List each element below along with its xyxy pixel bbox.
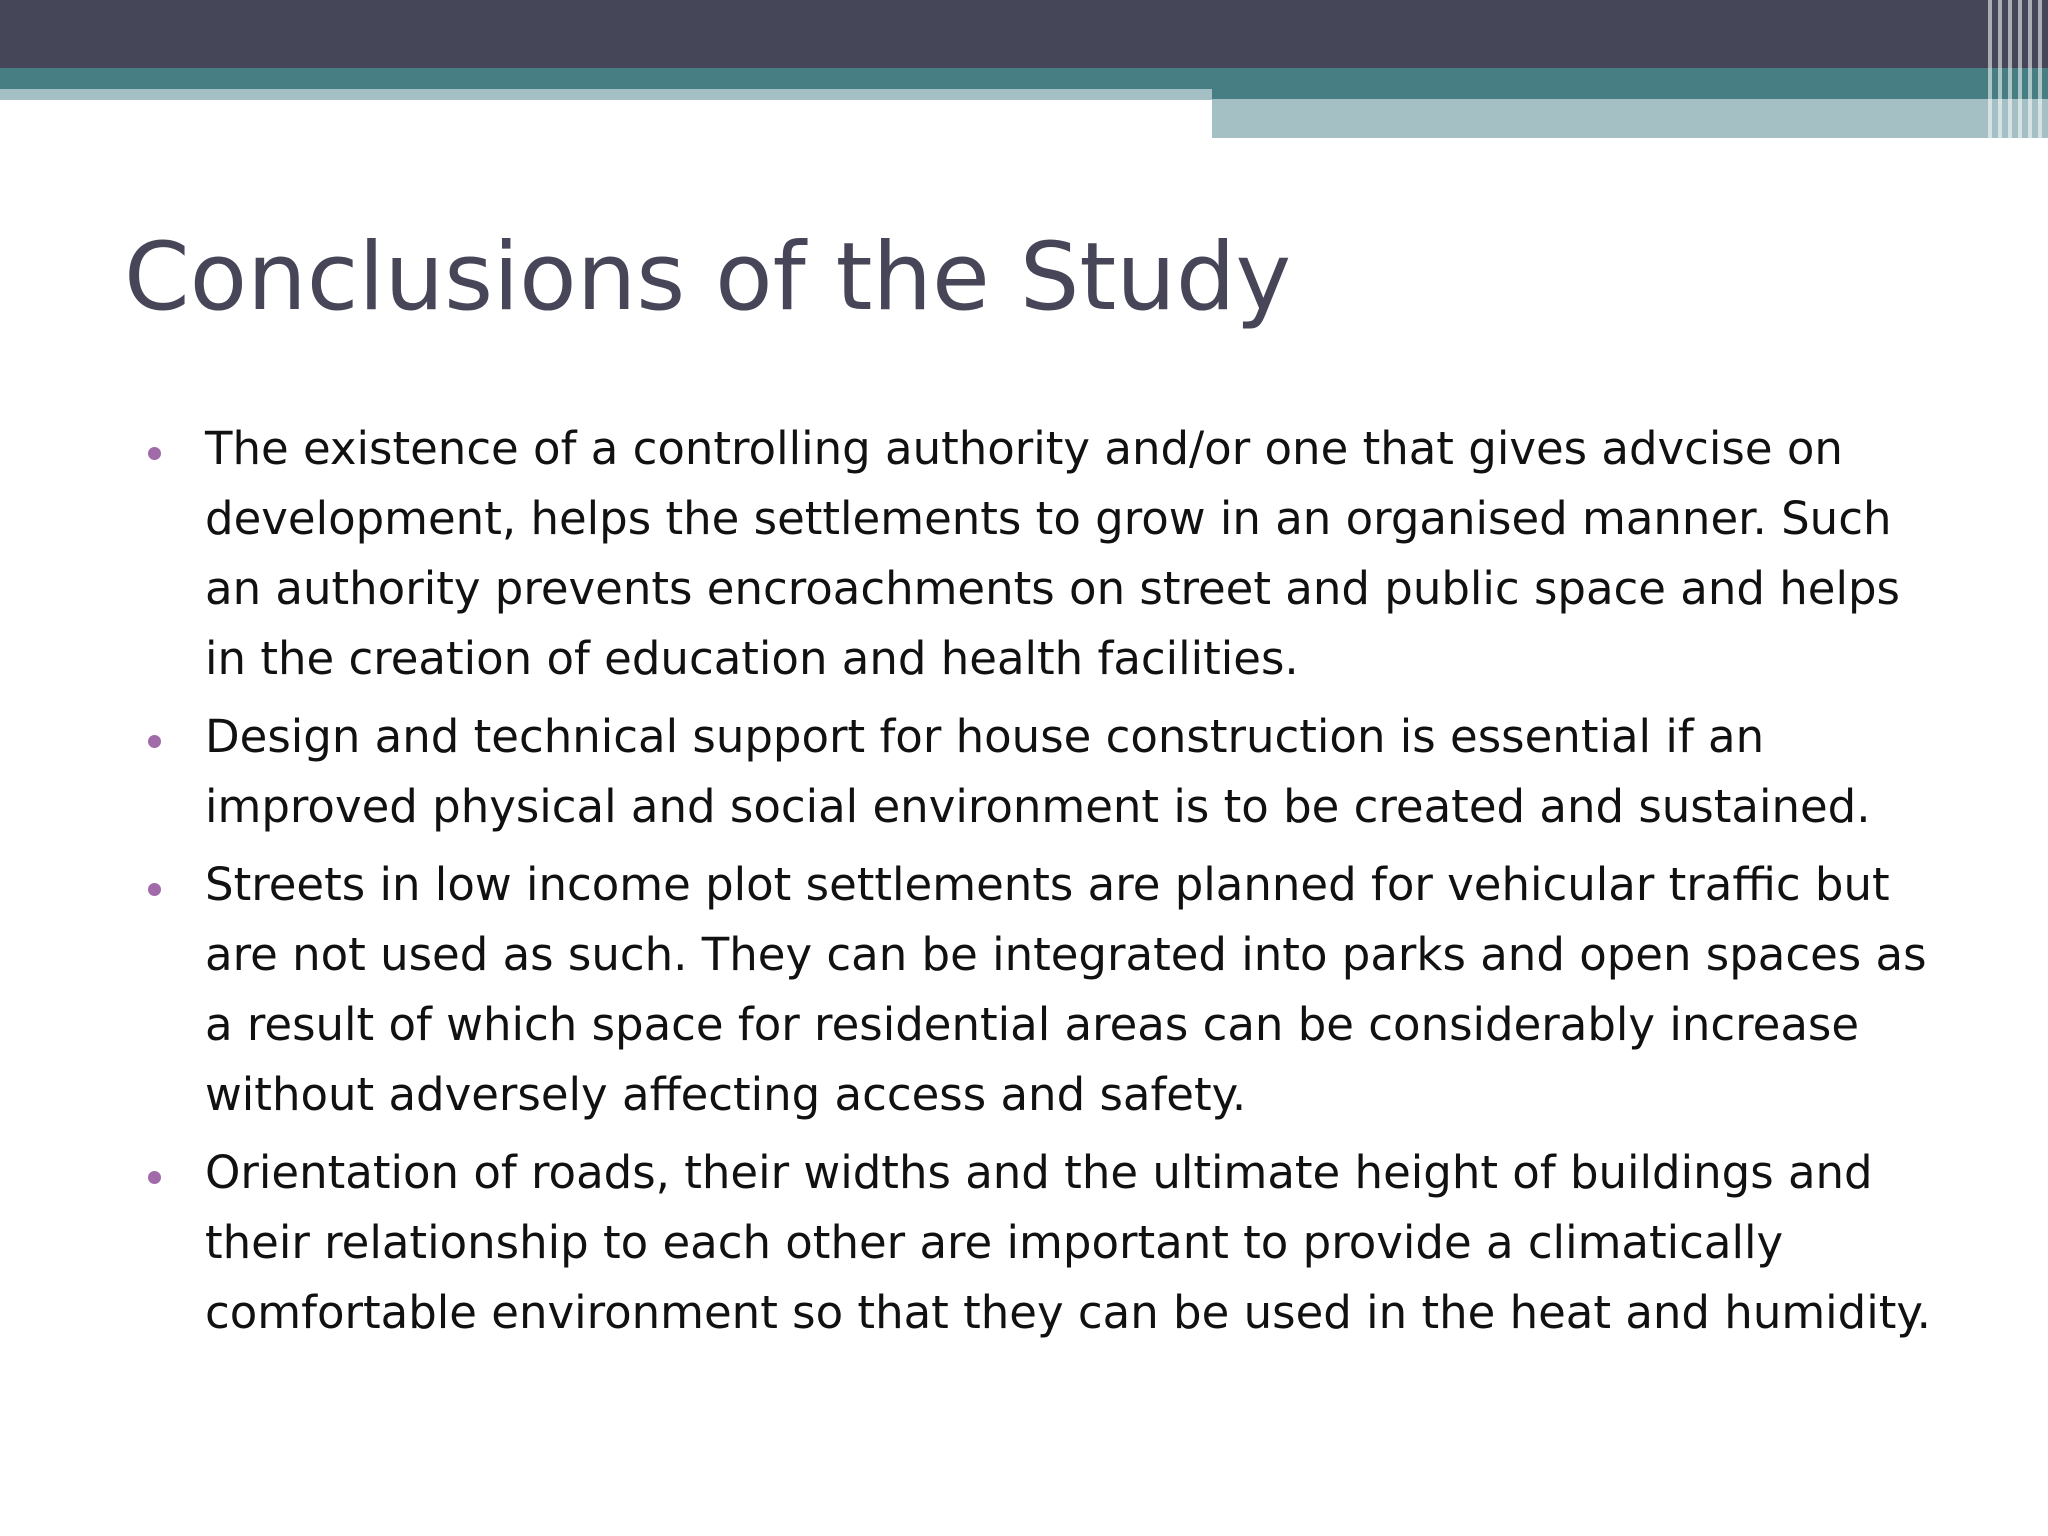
bullet-dot-icon (148, 447, 161, 460)
bullet-text: Design and technical support for house construction is essential if an improved physical and social environment is to be created and sustained. (205, 710, 1871, 833)
header-stripes-decoration (1988, 0, 2048, 138)
bullet-text: Orientation of roads, their widths and the ultimate height of buildings and their relationship to each other are important to provide a climatically comfortable environment so that they can be used in the heat and humidity. (205, 1146, 1931, 1339)
header-light-band-left (0, 89, 1212, 100)
slide-title: Conclusions of the Study (124, 223, 1292, 332)
bullet-dot-icon (148, 883, 161, 896)
bullet-item (140, 702, 1940, 842)
bullet-dot-icon (148, 735, 161, 748)
bullet-item (140, 1138, 1940, 1348)
bullet-item (140, 414, 1940, 694)
header-light-band-right (1212, 99, 2048, 138)
bullet-text: Streets in low income plot settlements are planned for vehicular traffic but are not used as such. They can be integrated into parks and open spaces as a result of which space for residential areas can be considerably increase without adversely affecting access and safety. (205, 858, 1927, 1121)
bullet-text: The existence of a controlling authority and/or one that gives advcise on development, helps the settlements to grow in an organised manner. Such an authority prevents encroachments on street and public space and helps in the creation of education and health facilities. (205, 422, 1900, 685)
header-dark-band (0, 0, 2048, 68)
bullet-list (140, 414, 1940, 1356)
bullet-dot-icon (148, 1171, 161, 1184)
bullet-item (140, 850, 1940, 1130)
